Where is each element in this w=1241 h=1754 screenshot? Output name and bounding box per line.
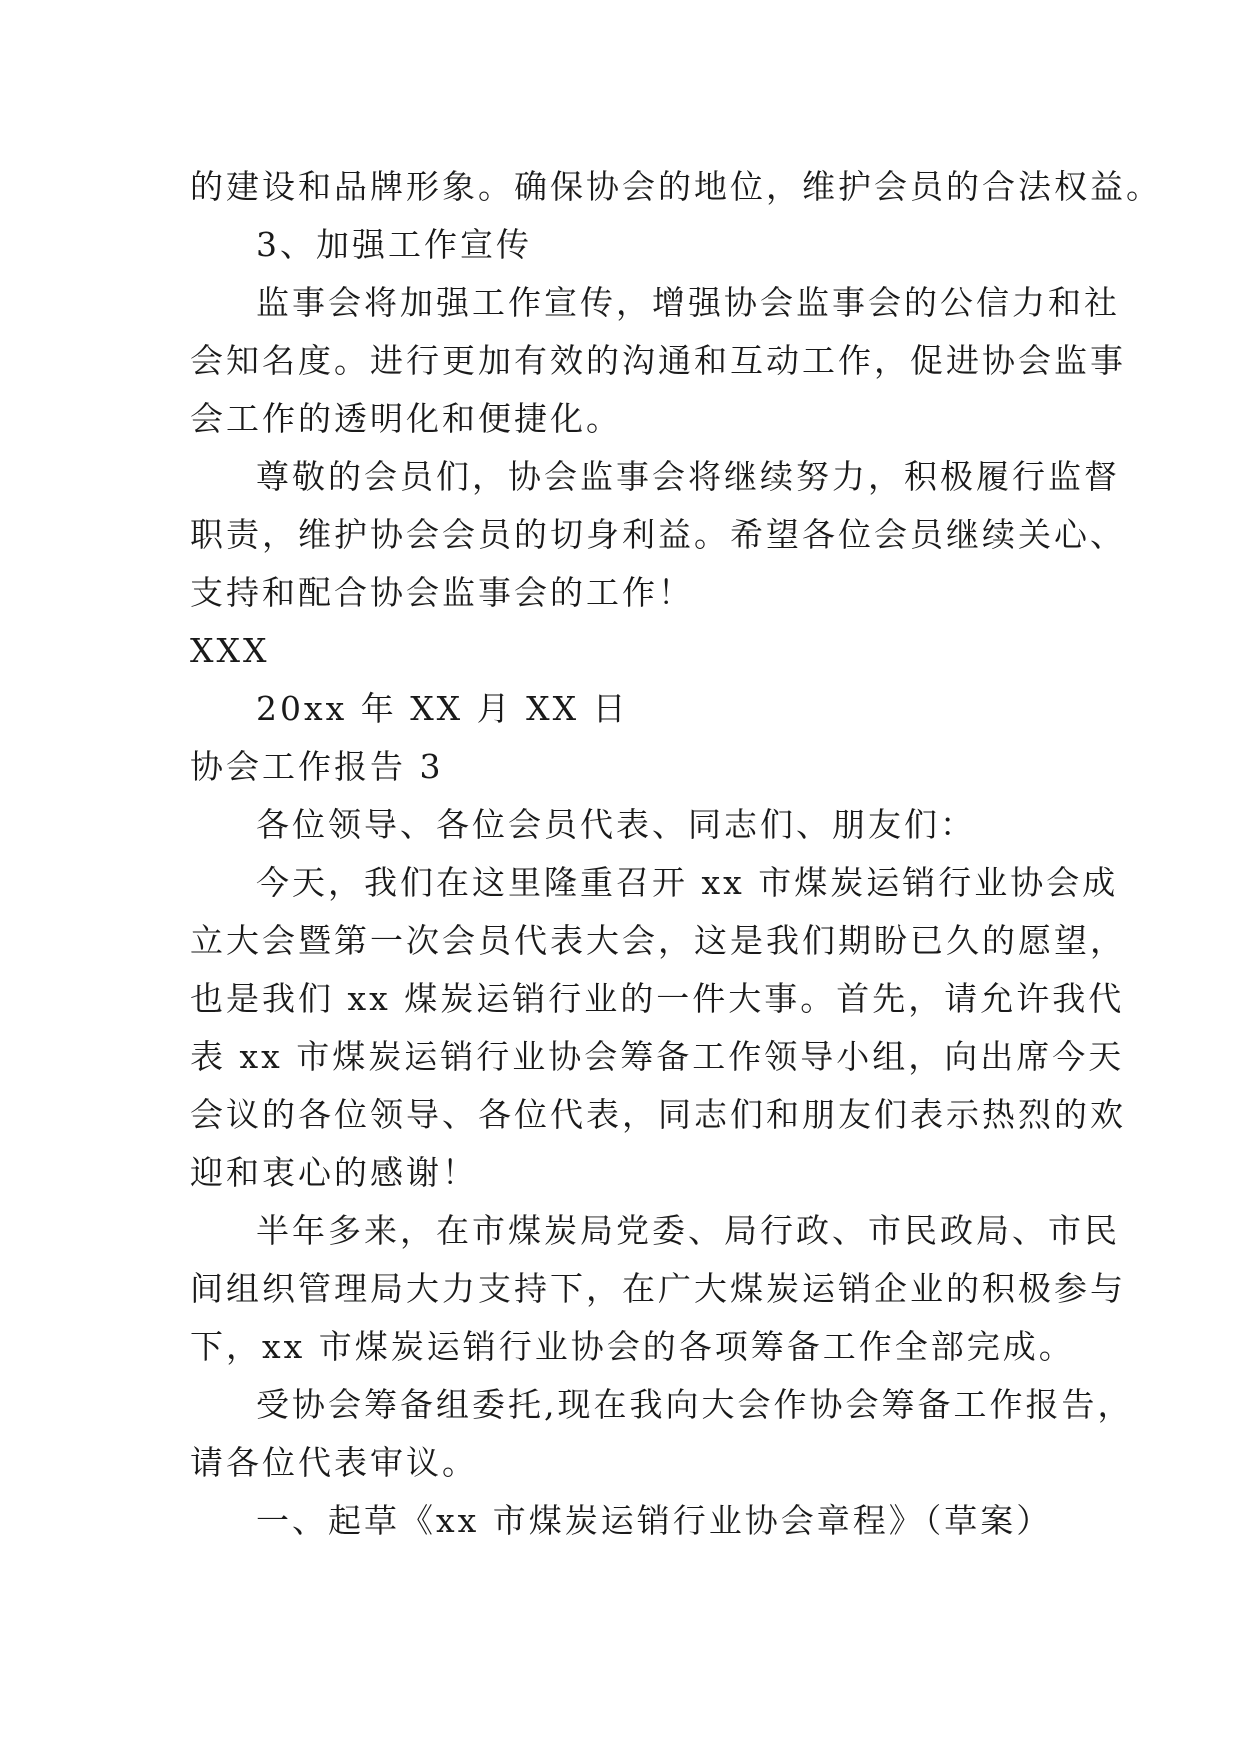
text-line: 职责，维护协会会员的切身利益。希望各位会员继续关心、	[190, 515, 1126, 554]
text-line: 会知名度。进行更加有效的沟通和互动工作，促进协会监事	[190, 341, 1126, 380]
text-line: 下，xx 市煤炭运销行业协会的各项筹备工作全部完成。	[190, 1327, 1075, 1366]
text-line: 半年多来，在市煤炭局党委、局行政、市民政局、市民	[256, 1211, 1120, 1250]
salutation: 各位领导、各位会员代表、同志们、朋友们：	[256, 805, 976, 844]
section-heading: 一、起草《xx 市煤炭运销行业协会章程》（草案）	[256, 1501, 1053, 1540]
text-line: 支持和配合协会监事会的工作！	[190, 573, 694, 612]
text-line: 今天，我们在这里隆重召开 xx 市煤炭运销行业协会成	[256, 863, 1119, 902]
signature-name: XXX	[190, 631, 270, 670]
text-line: 监事会将加强工作宣传，增强协会监事会的公信力和社	[256, 283, 1120, 322]
text-line: 间组织管理局大力支持下，在广大煤炭运销企业的积极参与	[190, 1269, 1126, 1308]
text-line: 会工作的透明化和便捷化。	[190, 399, 622, 438]
text-line: 尊敬的会员们，协会监事会将继续努力，积极履行监督	[256, 457, 1120, 496]
section-heading: 3、加强工作宣传	[256, 225, 532, 264]
text-line: 的建设和品牌形象。确保协会的地位，维护会员的合法权益。	[190, 167, 1162, 206]
report-title: 协会工作报告 3	[190, 747, 444, 786]
signature-date: 20xx 年 XX 月 XX 日	[256, 689, 629, 728]
text-line: 也是我们 xx 煤炭运销行业的一件大事。首先，请允许我代	[190, 979, 1125, 1018]
text-line: 请各位代表审议。	[190, 1443, 478, 1482]
text-line: 迎和衷心的感谢！	[190, 1153, 478, 1192]
text-line: 表 xx 市煤炭运销行业协会筹备工作领导小组，向出席今天	[190, 1037, 1125, 1076]
text-line: 立大会暨第一次会员代表大会，这是我们期盼已久的愿望，	[190, 921, 1126, 960]
text-line: 受协会筹备组委托,现在我向大会作协会筹备工作报告，	[256, 1385, 1134, 1424]
text-line: 会议的各位领导、各位代表，同志们和朋友们表示热烈的欢	[190, 1095, 1126, 1134]
